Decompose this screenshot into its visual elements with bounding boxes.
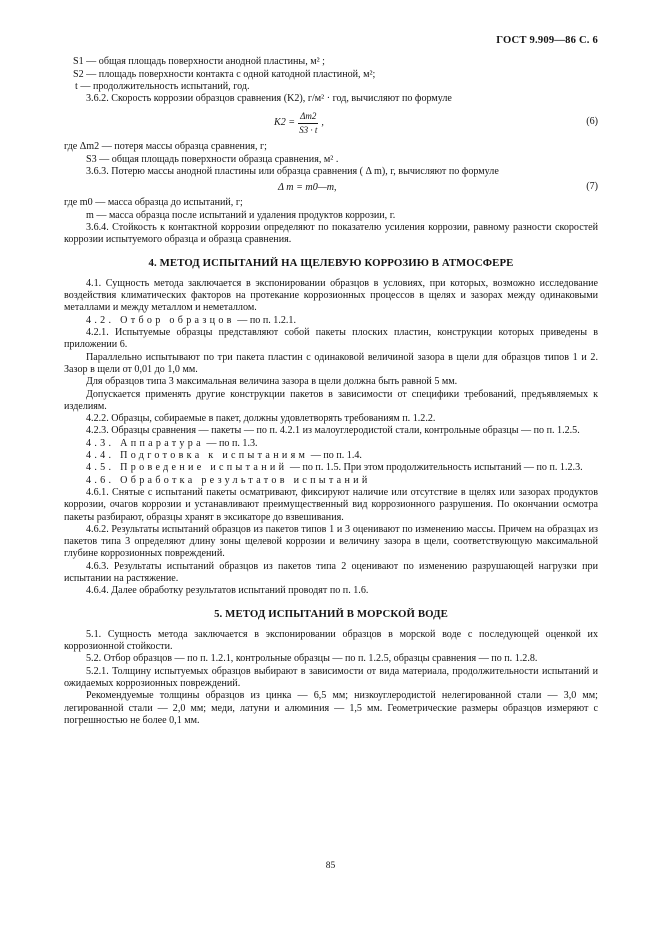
formula-6-lhs: K2 = [274, 117, 296, 129]
para-3-6-3: 3.6.3. Потерю массы анодной пластины или образца сравнения ( Δ m), г, вычисляют по формуле [86, 166, 499, 178]
formula-6-numerator: Δm2 [298, 111, 318, 124]
def-s3: S3 — общая площадь поверхности образца сравнения, м² . [86, 153, 339, 165]
para-4-6-2: 4.6.2. Результаты испытаний образцов из пакетов типов 1 и 3 оценивают по изменению массы. Причем на образцах из пакетов типа 3 определяют длину зоны щелевой коррозии и величину зазора в щели, соответствующую максимальной глубине коррозионных повреждений. [64, 523, 598, 560]
formula-6-fraction [298, 111, 318, 136]
def-m0: где m0 — масса образца до испытаний, г; [64, 197, 243, 209]
para-5-2-1-b: Рекомендуемые толщины образцов из цинка — 6,5 мм; низкоуглеродистой нелегированной стали — 3,0 мм; легированной стали — 2,0 мм; меди, латуни и алюминия — 1,5 мм. Геометрические размеры образцов измеряют с погрешностью не более 0,1 мм. [64, 690, 598, 726]
para-4-2-label: 4.2. Отбор образцов [86, 314, 235, 326]
section-4-title: 4. МЕТОД ИСПЫТАНИЙ НА ЩЕЛЕВУЮ КОРРОЗИЮ В АТМОСФЕРЕ [148, 256, 514, 269]
para-4-6-label: 4.6. Обработка результатов испытаний [86, 474, 371, 486]
def-s1: S1 — общая площадь поверхности анодной пластины, м² ; [73, 56, 325, 68]
para-4-1: 4.1. Сущность метода заключается в экспонировании образцов в условиях, при которых, возможно исследование воздействия климатических факторов на протекание коррозионных процессов в щелях и зазорах между одинаковыми металлами и между металлом и неметаллом. [64, 277, 598, 314]
para-4-6 [64, 475, 598, 487]
formula-6-expression [274, 107, 324, 139]
def-t: t — продолжительность испытаний, год. [75, 80, 250, 92]
page-number: 85 [325, 861, 336, 871]
para-4-5-label: 4.5. Проведение испытаний [86, 462, 288, 474]
para-4-3-ref: — по п. 1.3. [203, 437, 258, 449]
formula-7 [64, 180, 598, 195]
para-3-6-2: 3.6.2. Скорость коррозии образцов сравнения (K2), г/м² · год, вычисляют по формуле [86, 93, 452, 105]
para-4-2-2: 4.2.2. Образцы, собираемые в пакет, должны удовлетворять требованиям п. 1.2.2. [86, 413, 436, 425]
formula-6-number: (6) [586, 116, 598, 128]
para-4-2-1-b: Параллельно испытывают по три пакета пластин с одинаковой величиной зазора в щели для образцов типов 1 и 2. Зазор в щели от 0,01 до 1,0 мм. [64, 351, 598, 375]
para-4-5 [64, 462, 598, 474]
formula-6-denominator: S3 · t [299, 124, 318, 135]
para-3-6-4: 3.6.4. Стойкость к контактной коррозии определяют по показателю усиления коррозии, равному разности скоростей коррозии испытуемого образца и образца сравнения. [64, 221, 598, 246]
formula-7-number: (7) [586, 181, 598, 193]
page-header: ГОСТ 9.909—86 С. 6 [496, 35, 598, 46]
para-4-2-1: 4.2.1. Испытуемые образцы представляют собой пакеты плоских пластин, конструкции которых приведены в приложении 6. [64, 327, 598, 351]
para-4-4-ref: — по п. 1.4. [308, 450, 362, 462]
para-4-2-1-d: Допускается применять другие конструкции пакетов в зависимости от специфики требований, предъявляемых к изделиям. [64, 388, 598, 412]
def-m: m — масса образца после испытаний и удаления продуктов коррозии, г. [86, 209, 396, 221]
para-5-2: 5.2. Отбор образцов — по п. 1.2.1, контрольные образцы — по п. 1.2.5, образцы сравнения — по п. 1.2.8. [86, 653, 538, 665]
para-4-6-1: 4.6.1. Снятые с испытаний пакеты осматривают, фиксируют наличие или отсутствие в щелях или зазорах продуктов коррозии, очагов коррозии и устанавливают преимущественный вид коррозионного разрушения. По окончании осмотра пакеты разбирают, образцы хранят в эксикаторе до взвешивания. [64, 486, 598, 523]
para-4-6-4: 4.6.4. Далее обработку результатов испытаний проводят по п. 1.6. [86, 585, 369, 597]
para-4-2-ref: — по п. 1.2.1. [234, 314, 297, 326]
formula-6-tail: , [321, 117, 324, 129]
para-4-5-ref: — по п. 1.5. При этом продолжительность испытаний — по п. 1.2.3. [287, 462, 583, 474]
formula-6 [64, 107, 598, 139]
para-4-2-3: 4.2.3. Образцы сравнения — пакеты — по п. 4.2.1 из малоуглеродистой стали, контрольные образцы — по п. 1.2.5. [86, 425, 580, 437]
para-4-4-label: 4.4. Подготовка к испытаниям [86, 450, 309, 462]
section-5-title: 5. МЕТОД ИСПЫТАНИЙ В МОРСКОЙ ВОДЕ [214, 607, 448, 620]
para-4-3-label: 4.3. Аппаратура [86, 437, 204, 449]
formula-7-expression: Δ m = m0—m, [278, 181, 337, 193]
def-s2: S2 — площадь поверхности контакта с одной катодной пластиной, м²; [73, 68, 376, 80]
para-4-2 [64, 315, 598, 327]
def-dm2: где Δm2 — потеря массы образца сравнения, г; [64, 141, 267, 153]
para-4-4 [64, 450, 598, 462]
para-5-1: 5.1. Сущность метода заключается в экспонировании образцов в морской воде с последующей оценкой их коррозионной стойкости. [64, 628, 598, 653]
para-4-3 [64, 438, 598, 450]
para-4-6-3: 4.6.3. Результаты испытаний образцов из пакетов типа 2 оценивают по изменению разрушающей нагрузки при испытании на растяжение. [64, 560, 598, 584]
page-content [64, 35, 598, 727]
para-5-2-1: 5.2.1. Толщину испытуемых образцов выбирают в зависимости от вида материала, продолжительности испытаний и ожидаемых коррозионных повреждений. [64, 665, 598, 690]
para-4-2-1-c: Для образцов типа 3 максимальная величина зазора в щели должна быть равной 5 мм. [86, 376, 458, 388]
